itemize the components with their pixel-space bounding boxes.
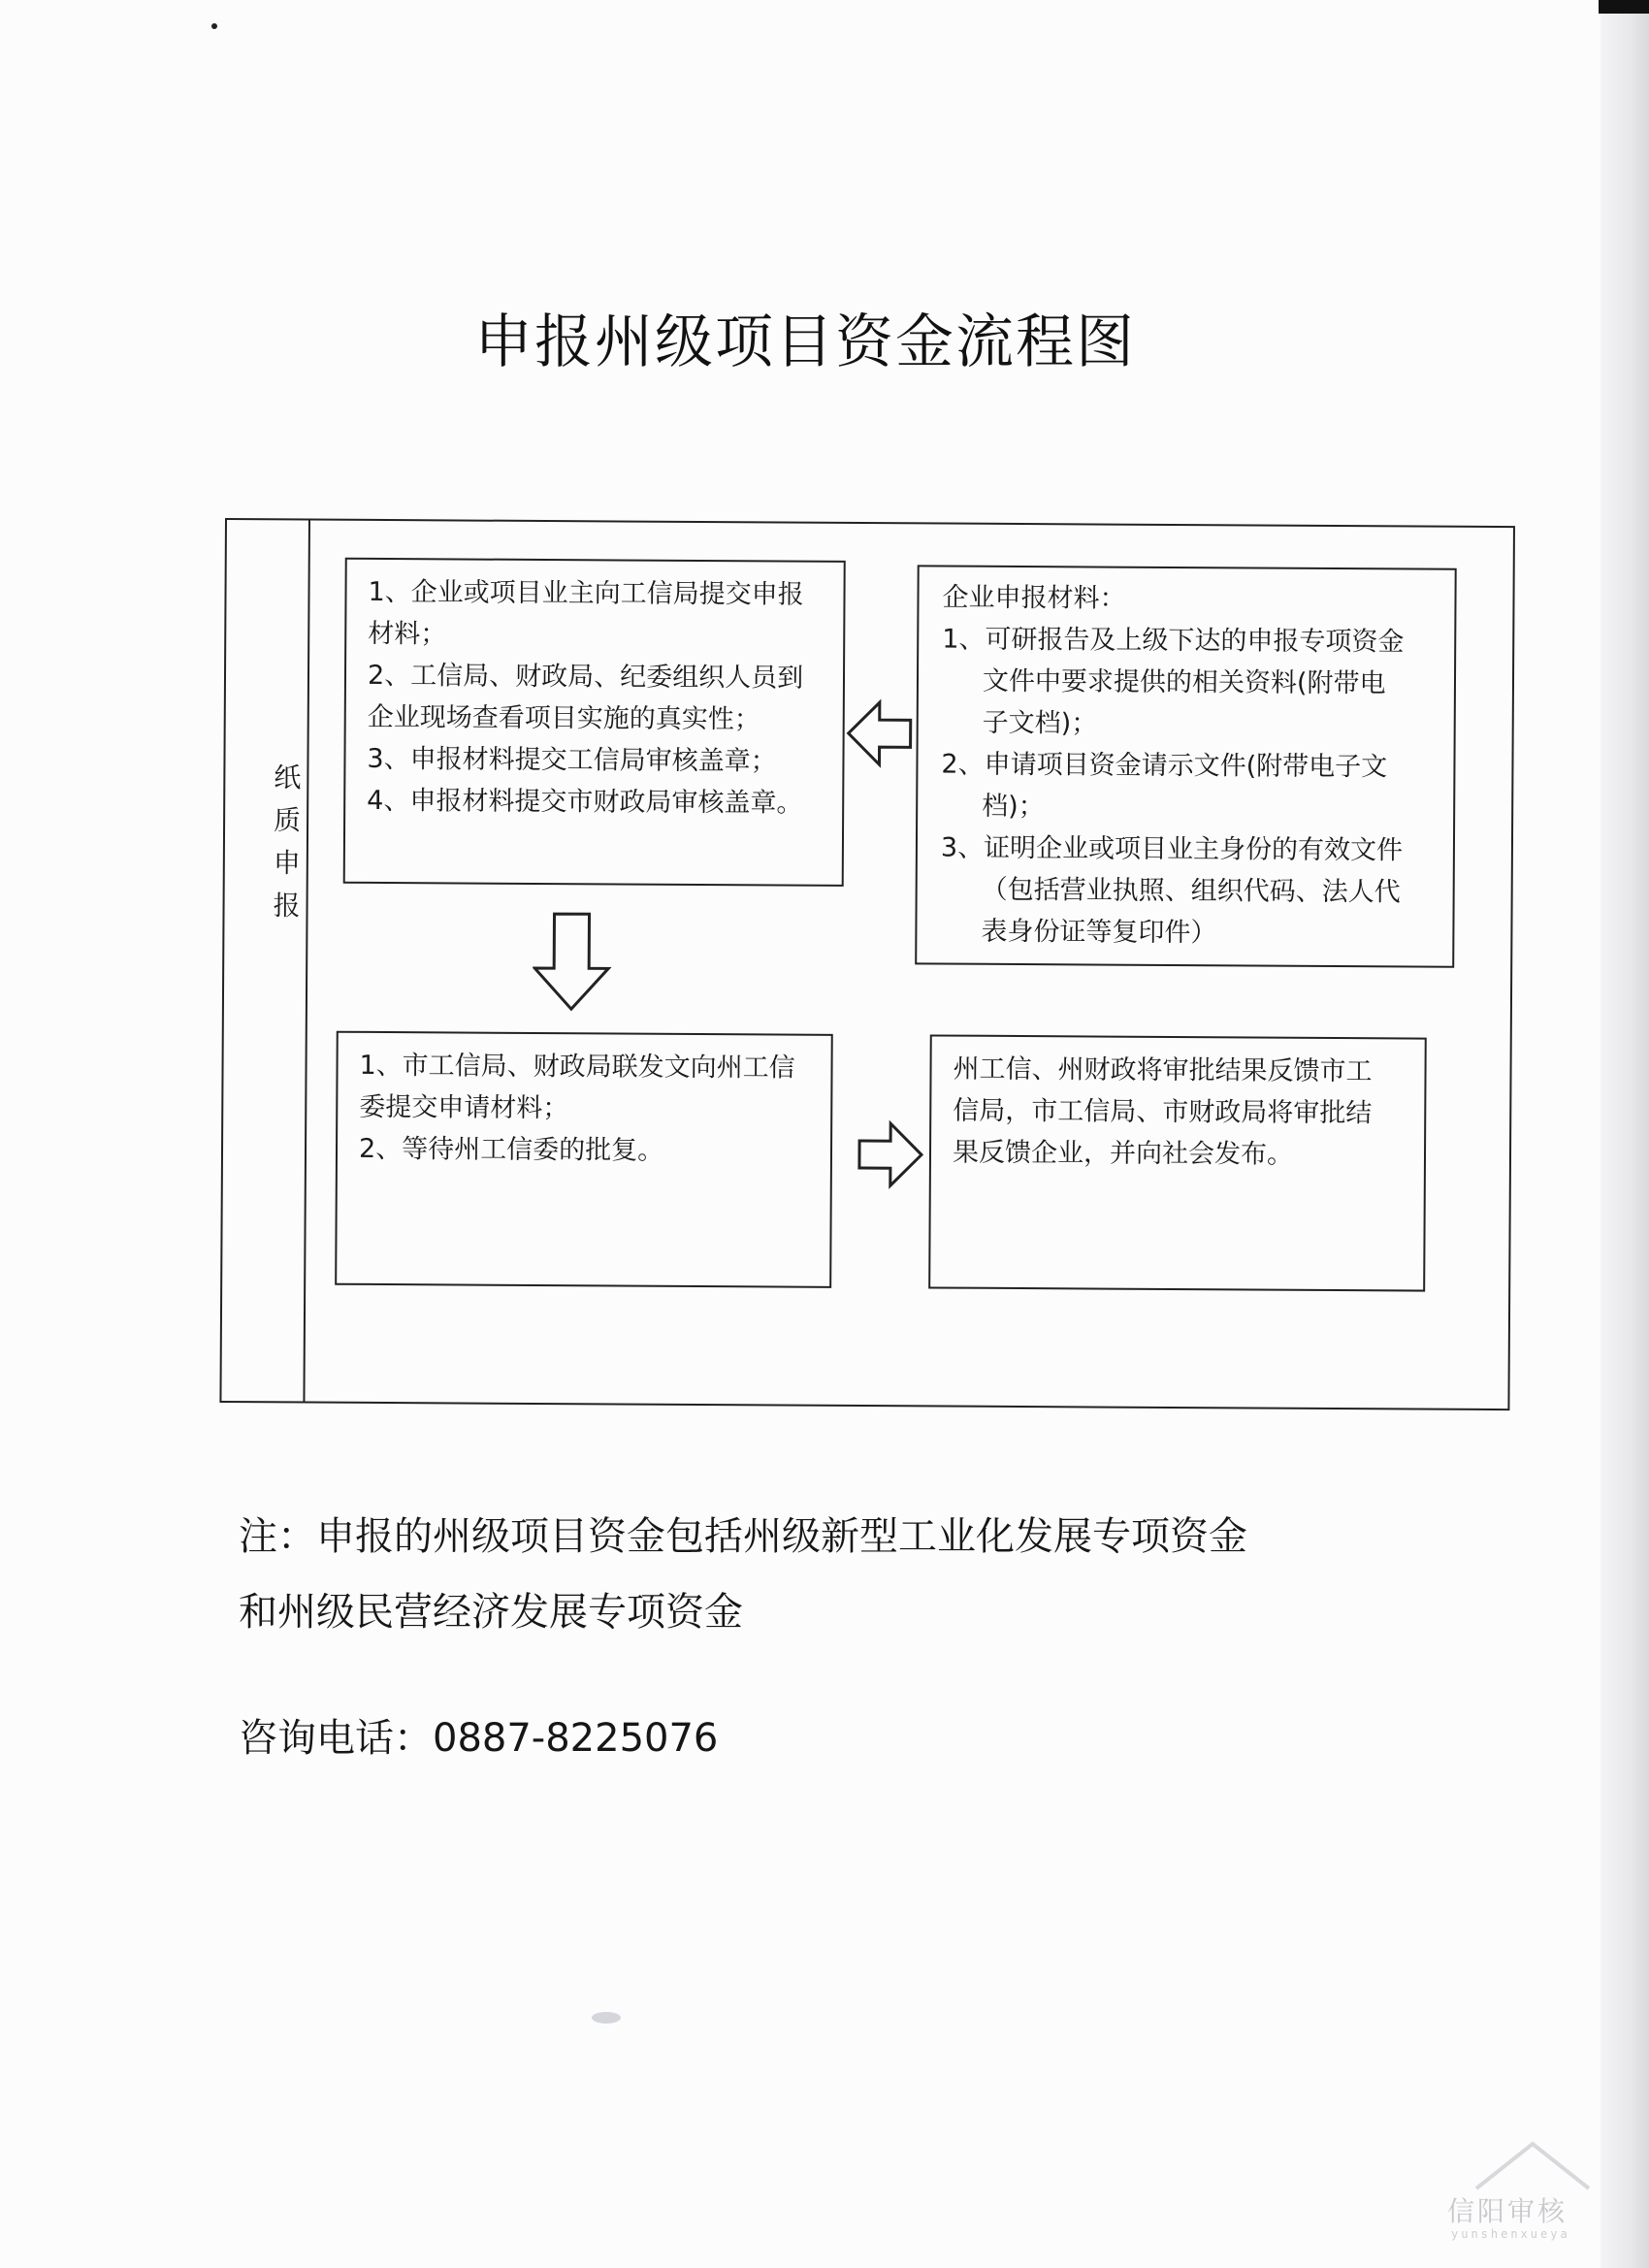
materials-line: 档)； — [982, 791, 1045, 823]
page-title: 申报州级项目资金流程图 — [474, 308, 1136, 376]
side-column — [221, 520, 310, 1402]
materials-line: 表身份证等复印件） — [981, 916, 1217, 949]
submit-step-line: 2、工信局、财政局、纪委组织人员到 — [367, 660, 804, 694]
materials-heading: 企业申报材料： — [942, 582, 1126, 614]
flowchart-frame — [219, 518, 1515, 1410]
watermark — [1418, 2130, 1593, 2247]
right-arrow-icon — [856, 1119, 925, 1189]
contact-label: 咨询电话： — [239, 1716, 433, 1761]
joint-submission-box — [335, 1031, 833, 1288]
side-label — [224, 762, 307, 934]
materials-box — [915, 565, 1457, 967]
submit-step-line: 4、申报材料提交市财政局审核盖章。 — [367, 785, 803, 819]
joint-step-line: 1、市工信局、财政局联发文向州工信 — [359, 1050, 795, 1084]
materials-line: 文件中要求提供的相关资料(附带电 — [982, 665, 1386, 699]
feedback-line: 信局，市工信局、市财政局将审批结 — [953, 1095, 1373, 1129]
contact-line — [239, 1707, 718, 1763]
contact-phone: 0887-8225076 — [433, 1716, 719, 1761]
feedback-box — [928, 1034, 1427, 1291]
left-arrow-icon — [846, 698, 914, 768]
scan-smudge — [592, 2012, 621, 2024]
feedback-line: 州工信、州财政将审批结果反馈市工 — [953, 1053, 1373, 1087]
joint-step-line: 2、等待州工信委的批复。 — [358, 1133, 664, 1166]
note-line: 注：申报的州级项目资金包括州级新型工业化发展专项资金 — [239, 1514, 1247, 1559]
house-logo-icon — [1418, 2130, 1593, 2198]
materials-line: 子文档)； — [982, 707, 1098, 739]
materials-line: 3、证明企业或项目业主身份的有效文件 — [940, 832, 1404, 866]
watermark-text: 信阳审核 — [1447, 2195, 1568, 2227]
materials-line: （包括营业执照、组织代码、法人代 — [981, 874, 1401, 908]
submit-step-line: 3、申报材料提交工信局审核盖章； — [367, 743, 777, 777]
submit-steps-box — [343, 558, 846, 887]
submit-step-line: 1、企业或项目业主向工信局提交申报 — [368, 576, 804, 610]
note-paragraph — [239, 1499, 1500, 1650]
watermark-subtext: yunshenxueya — [1451, 2227, 1570, 2241]
materials-line: 1、可研报告及上级下达的申报专项资金 — [942, 624, 1405, 658]
feedback-line: 果反馈企业，并向社会发布。 — [952, 1137, 1294, 1170]
side-label-text: 纸质申报 — [269, 762, 303, 934]
submit-step-line: 企业现场查看项目实施的真实性； — [367, 701, 760, 735]
submit-step-line: 材料； — [368, 618, 447, 650]
joint-step-line: 委提交申请材料； — [359, 1091, 569, 1124]
note-line: 和州级民营经济发展专项资金 — [239, 1590, 743, 1635]
down-arrow-icon — [533, 912, 613, 1013]
scan-corner-mark — [1599, 0, 1649, 14]
scan-speck — [211, 23, 217, 29]
materials-line: 2、申请项目资金请示文件(附带电子文 — [941, 749, 1388, 783]
